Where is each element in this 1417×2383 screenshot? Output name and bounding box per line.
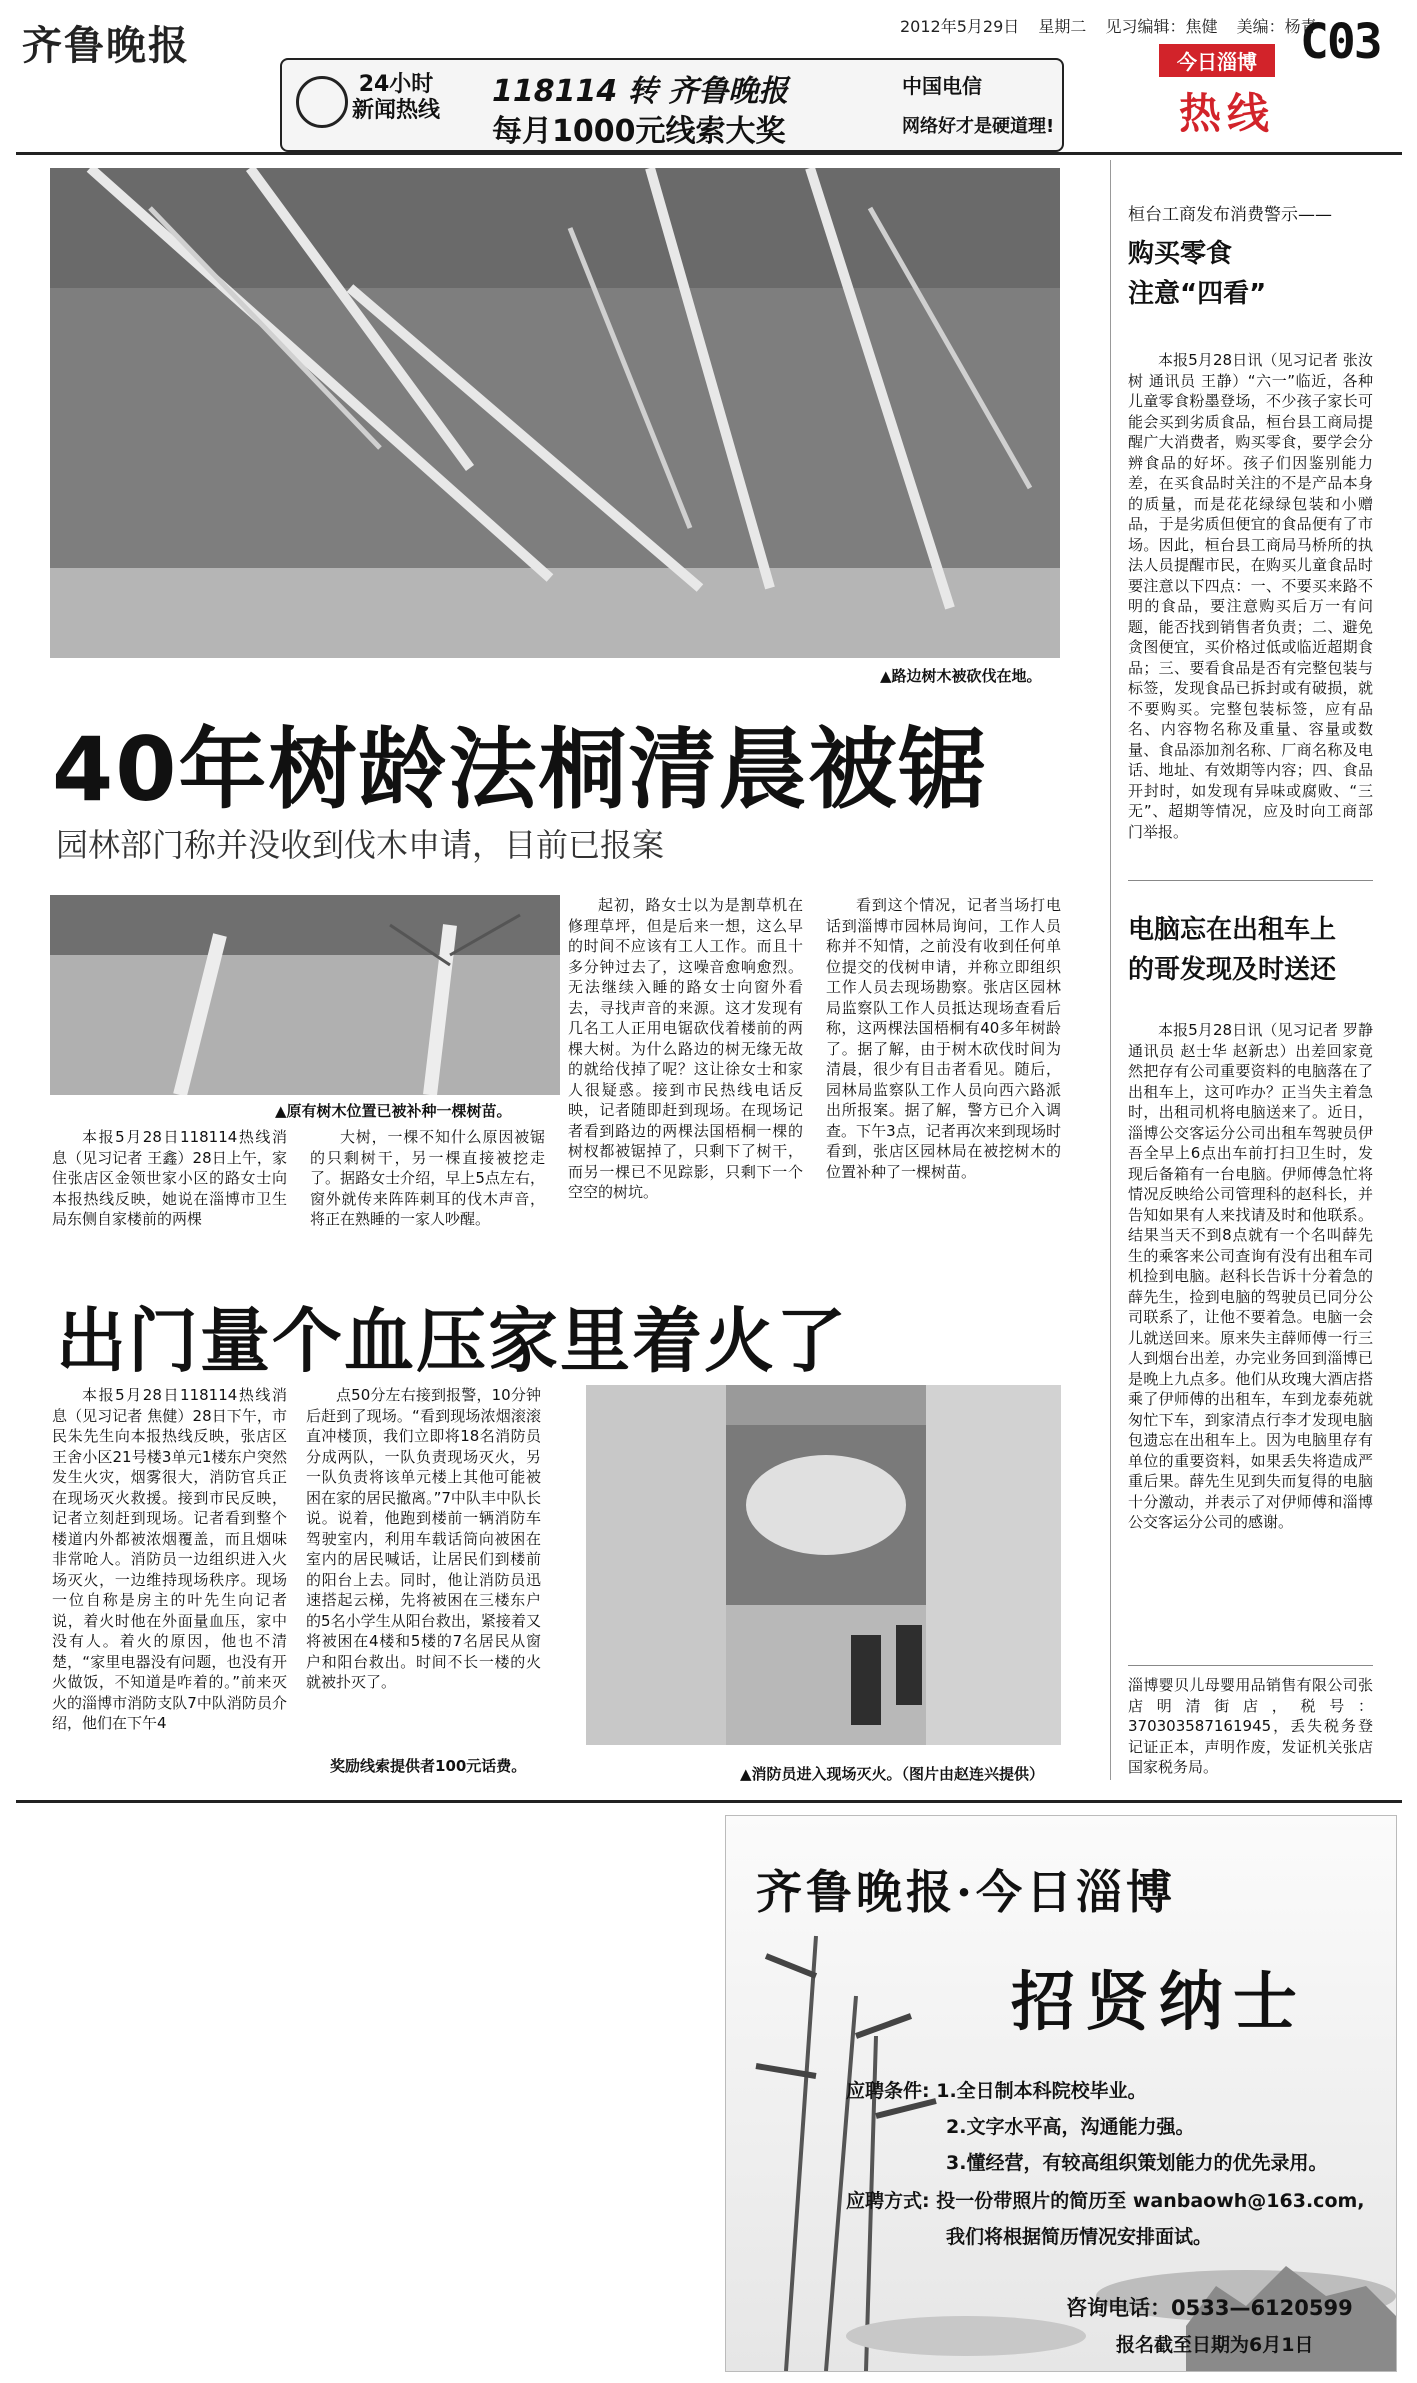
story1-column-3: 起初，路女士以为是割草机在修理草坪，但是后来一想，这么早的时间不应该有工人工作。而且十多分钟过去了，这噪音愈响愈烈。无法继续入睡的路女士向窗外看去，寻找声音的来源。这才发现有几名工人正用电锯砍伐着楼前的两棵大树。为什么路边的树无缘无故的就给伐掉了呢？这让徐女士和家人很疑惑。接到市民热线电话反映，记者随即赶到现场。在现场记者看到路边的两棵法国梧桐一棵的树杈都被锯掉了，只剩下了树干，而另一棵已不见踪影，只剩下一个空空的树坑。 [568,896,803,1201]
story2-headline: 出门量个血压家里着火了 [56,1300,848,1382]
story2-column-2: 点50分左右接到报警，10分钟后赶到了现场。“看到现场浓烟滚滚直冲楼顶，我们立即将18名消防员分成两队，一队负责现场灭火，另一队负责将该单元楼上其他可能被困在家的居民撤离。”7中队丰中队长说。说着，他跑到楼前一辆消防车驾驶室内，利用车载话筒向被困在室内的居民喊话，让居民们到楼前的阳台上去。同时，他让消防员迅速搭起云梯，先将被困在三楼东户的5名小学生从阳台救出，紧接着又将被困在4楼和5楼的7名居民从窗户和阳台救出。时间不长一楼的火就被扑灭了。 [306,1386,541,1691]
recruitment-ad [725,1815,1397,2372]
story1-column-4: 看到这个情况，记者当场打电话到淄博市园林局询问，工作人员称并不知情，之前没有收到任何单位提交的伐树申请，并称立即组织工作人员去现场勘察。张店区园林局监察队工作人员抵达现场查看后称，这两棵法国梧桐有40多年树龄了。据了解，由于树木砍伐时间为清晨，很少有目击者看见。随后，园林局监察队工作人员向西六路派出所报案。据了解，警方已介入调查。下午3点，记者再次来到现场时看到，张店区园林局在被挖树木的位置补种了一棵树苗。 [826,896,1061,1181]
story1-photo-caption: ▲路边树木被砍伐在地。 [880,667,1042,685]
telephone-icon [296,76,348,128]
sidebar-kicker: 桓台工商发布消费警示—— [1128,205,1332,225]
section-title: 热线 [1178,89,1275,138]
replanted-tree-illustration [50,895,560,1095]
story1-subhead: 园林部门称并没收到伐木申请，目前已报案 [56,826,665,864]
ad-req-label: 应聘条件: [846,2080,930,2102]
bottom-rule [16,1800,1402,1803]
ad-slogan: 招贤纳士 [1011,1965,1307,2040]
story2-photo-caption: ▲消防员进入现场灭火。（图片由赵连兴提供） [740,1765,1045,1783]
sidebar-title1-line2: 注意“四看” [1128,279,1267,309]
ad-req-1: 1.全日制本科院校毕业。 [936,2080,1147,2102]
sidebar-divider2 [1128,1665,1373,1666]
masthead: 齐鲁晚报 [22,22,190,69]
ad-req-2: 2.文字水平高，沟通能力强。 [946,2116,1195,2138]
sidebar-title1-line1: 购买零食 [1128,239,1233,269]
story1-main-photo [50,168,1060,658]
story1-headline: 40年树龄法桐清晨被锯 [52,718,989,821]
section-label: 今日淄博 [1159,44,1275,77]
story1-second-photo [50,895,560,1095]
ad-method [846,2186,1365,2213]
column-divider [1110,160,1111,1780]
sidebar-title2-line2: 的哥发现及时送还 [1128,955,1337,985]
ad-req-3: 3.懂经营，有较高组织策划能力的优先录用。 [946,2152,1328,2174]
telecom-logo-text: 中国电信 [902,74,982,98]
hotline-block [352,72,440,124]
ad-title: 齐鲁晚报·今日淄博 [756,1865,1177,1919]
sidebar-title2-line1: 电脑忘在出租车上 [1128,915,1337,945]
hotline-24h: 24小时 [358,72,434,97]
ad-method-2: 我们将根据简历情况安排面试。 [946,2226,1213,2248]
section-label-box [1095,44,1275,141]
issue-date: 2012年5月29日 [900,17,1020,36]
dateline [900,14,1331,37]
ad-method-1: 投一份带照片的简历至 wanbaowh@163.com, [936,2190,1365,2212]
sidebar-article2: 本报5月28日讯（见习记者 罗静 通讯员 赵士华 赵新忠）出差回家竟然把存有公司重要资料的电脑落在了出租车上，这可咋办？正当失主着急时，出租司机将电脑送来了。近日，淄博公交客运分公司出租车驾驶员伊吾全早上6点出车前打扫卫生时，发现后备箱有一台电脑。伊师傅急忙将情况反映给公司管理科的赵科长，并告知如果有人来找请及时和他联系。结果当天不到8点就有一个名叫薛先生的乘客来公司查询有没有出租车司机捡到电脑。赵科长告诉十分着急的薛先生，捡到电脑的驾驶员已同分公司联系了，让他不要着急。电脑一会儿就送回来。原来失主薛师傅一行三人到烟台出差，办完业务回到淄博已是晚上九点多。他们从玫瑰大酒店搭乘了伊师傅的出租车，车到龙泰苑就匆忙下车，到家清点行李才发现电脑包遗忘在出租车上。因为电脑里存有单位的重要资料，如果丢失将造成严重后果。薛先生见到失而复得的电脑十分激动，并表示了对伊师傅和淄博公交客运分公司的感谢。 [1128,1021,1373,1531]
story2-column-1: 本报5月28日118114热线消息（见习记者 焦健）28日下午，市民朱先生向本报热线反映，张店区王舍小区21号楼3单元1楼东户突然发生火灾，烟雾很大，消防官兵正在现场灭火救援。接到市民反映，记者立刻赶到现场。记者看到整个楼道内外都被浓烟覆盖，而且烟味非常呛人。消防员一边组织进入火场灭火，一边维持现场秩序。现场一位自称是房主的叶先生向记者说，着火时他在外面量血压，家中没有人。着火的原因，他也不清楚，“家里电器没有问题，也没有开火做饭，不知道是咋着的。”前来灭火的淄博市消防支队7中队消防员介绍，他们在下午4 [52,1386,287,1732]
telecom-slogan: 网络好才是硬道理! [902,116,1055,137]
story1-photo2-caption: ▲原有树木位置已被补种一棵树苗。 [275,1102,512,1120]
sidebar-title2 [1128,910,1336,990]
top-rule [16,152,1402,155]
firefighters-illustration [586,1385,1061,1745]
sidebar-article1: 本报5月28日讯（见习记者 张汝树 通讯员 王静）“六一”临近，各种儿童零食粉墨登场，不少孩子家长可能会买到劣质食品，桓台县工商局提醒广大消费者，购买零食，要学会分辨食品的好坏。孩子们因鉴别能力差，在买食品时关注的不是产品本身的质量，而是花花绿绿包装和小赠品，于是劣质但便宜的食品便有了市场。因此，桓台县工商局马桥所的执法人员提醒市民，在购买儿童食品时要注意以下四点：一、不要买来路不明的食品，要注意购买后万一有问题，能否找到销售者负责；二、避免贪图便宜，买价格过低或临近超期食品；三、要看食品是否有完整包装与标签，发现食品已拆封或有破损，就不要购买。完整包装标签，应有品名、内容物名称及重量、容量或数量、食品添加剂名称、厂商名称及电话、地址、有效期等内容；四、食品开封时，如发现有异味或腐败、“三无”、超期等情况，应及时向工商部门举报。 [1128,351,1373,841]
story1-column-2: 大树，一棵不知什么原因被锯的只剩树干，另一棵直接被挖走了。据路女士介绍，早上5点左右，窗外就传来阵阵刺耳的伐木声音，将正在熟睡的一家人吵醒。 [310,1128,545,1228]
hotline-label: 新闻热线 [352,98,441,123]
sidebar-divider1 [1128,880,1373,881]
designer-credit: 美编：杨青 [1236,17,1317,36]
hotline-banner [280,58,1064,152]
banner-line2: 每月1000元线索大奖 [492,114,786,149]
story1-column-1: 本报5月28日118114热线消息（见习记者 王鑫）28日上午，家住张店区金领世家小区的路女士向本报热线反映，她说在淄博市卫生局东侧自家楼前的两棵 [52,1128,287,1228]
ad-phone: 咨询电话：0533—6120599 [1066,2296,1353,2320]
page-number: C03 [1300,14,1381,70]
felled-trees-illustration [50,168,1060,658]
editor-credit: 见习编辑：焦健 [1105,17,1218,36]
ad-method-label: 应聘方式: [846,2190,930,2212]
story2-fire-photo [586,1385,1061,1745]
ad-deadline: 报名截至日期为6月1日 [1116,2334,1314,2356]
sidebar-title1 [1128,234,1266,314]
banner-line1: 118114 转 齐鲁晚报 [492,74,789,109]
issue-weekday: 星期二 [1038,17,1087,36]
sidebar-notice: 淄博婴贝儿母婴用品销售有限公司张店明清街店，税号：370303587161945，丢失税务登记证正本，声明作废，发证机关张店国家税务局。 [1128,1676,1373,1776]
story2-reward-note: 奖励线索提供者100元话费。 [330,1757,527,1775]
ad-requirements [846,2076,1147,2103]
